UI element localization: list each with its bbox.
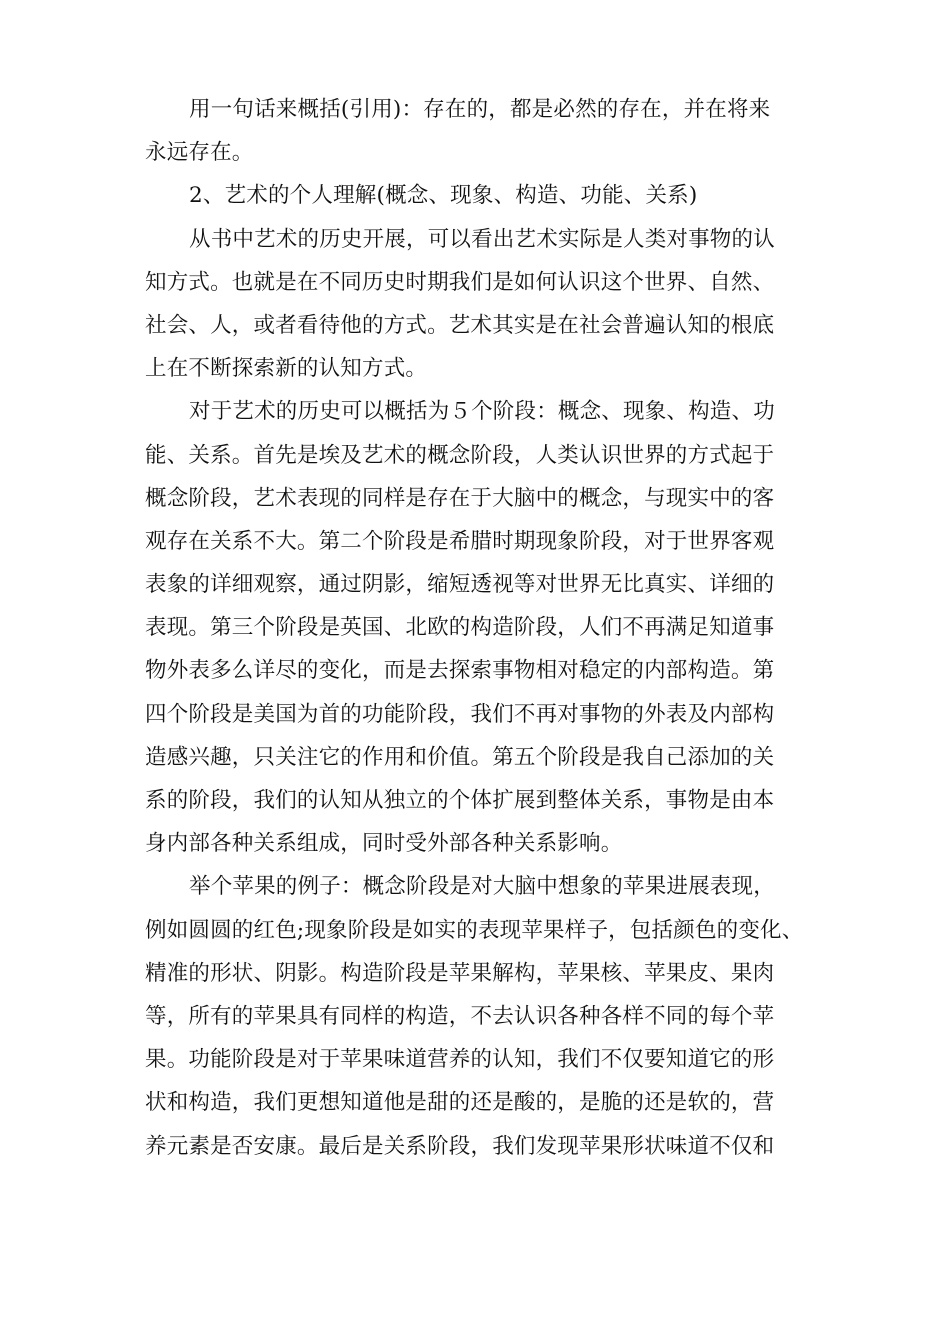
- text-line: 等，所有的苹果具有同样的构造，不去认识各种各样不同的每个苹: [145, 1003, 775, 1029]
- text-line: 概念阶段，艺术表现的同样是存在于大脑中的概念，与现实中的客: [145, 485, 775, 511]
- text-line: 能、关系。首先是埃及艺术的概念阶段，人类认识世界的方式起于: [145, 442, 775, 468]
- text-line: 从书中艺术的历史开展，可以看出艺术实际是人类对事物的认: [189, 226, 775, 252]
- text-line: 造感兴趣，只关注它的作用和价值。第五个阶段是我自己添加的关: [145, 744, 775, 770]
- paragraph-art-cognition: [145, 218, 805, 391]
- text-line: 社会、人，或者看待他的方式。艺术其实是在社会普遍认知的根底: [145, 312, 775, 338]
- text-line: 物外表多么详尽的变化，而是去探索事物相对稳定的内部构造。第: [145, 658, 775, 684]
- document-body: [145, 88, 805, 1168]
- text-line: 身内部各种关系组成，同时受外部各种关系影响。: [145, 831, 623, 857]
- text-line: 用一句话来概括(引用)：存在的，都是必然的存在，并在将来: [189, 97, 771, 122]
- text-line: 养元素是否安康。最后是关系阶段，我们发现苹果形状味道不仅和: [145, 1133, 775, 1159]
- section-heading: 2、艺术的个人理解(概念、现象、构造、功能、关系): [189, 183, 698, 209]
- text-line: 上在不断探索新的认知方式。: [145, 356, 428, 382]
- text-line: 举个苹果的例子：概念阶段是对大脑中想象的苹果进展表现，: [189, 874, 775, 900]
- paragraph-five-stages: [145, 390, 805, 865]
- text-line: 表现。第三个阶段是英国、北欧的构造阶段，人们不再满足知道事: [145, 615, 775, 641]
- text-line: 知方式。也就是在不同历史时期我们是如何认识这个世界、自然、: [145, 269, 775, 295]
- text-line: 永远存在。: [145, 140, 254, 166]
- text-line: 例如圆圆的红色;现象阶段是如实的表现苹果样子，包括颜色的变化、: [145, 917, 804, 943]
- text-line: 四个阶段是美国为首的功能阶段，我们不再对事物的外表及内部构: [145, 701, 775, 727]
- text-line: 状和构造，我们更想知道他是甜的还是酸的，是脆的还是软的，营: [145, 1090, 775, 1116]
- text-line: 果。功能阶段是对于苹果味道营养的认知，我们不仅要知道它的形: [145, 1047, 775, 1073]
- section-heading-art-understanding: [145, 174, 805, 217]
- paragraph-apple-example: [145, 865, 805, 1167]
- text-line: 精准的形状、阴影。构造阶段是苹果解构，苹果核、苹果皮、果肉: [145, 960, 775, 986]
- text-line: 表象的详细观察，通过阴影，缩短透视等对世界无比真实、详细的: [145, 572, 775, 598]
- text-line: 对于艺术的历史可以概括为５个阶段：概念、现象、构造、功: [189, 399, 775, 425]
- text-line: 观存在关系不大。第二个阶段是希腊时期现象阶段，对于世界客观: [145, 528, 775, 554]
- paragraph-quote-summary: [145, 88, 805, 174]
- text-line: 系的阶段，我们的认知从独立的个体扩展到整体关系，事物是由本: [145, 788, 775, 813]
